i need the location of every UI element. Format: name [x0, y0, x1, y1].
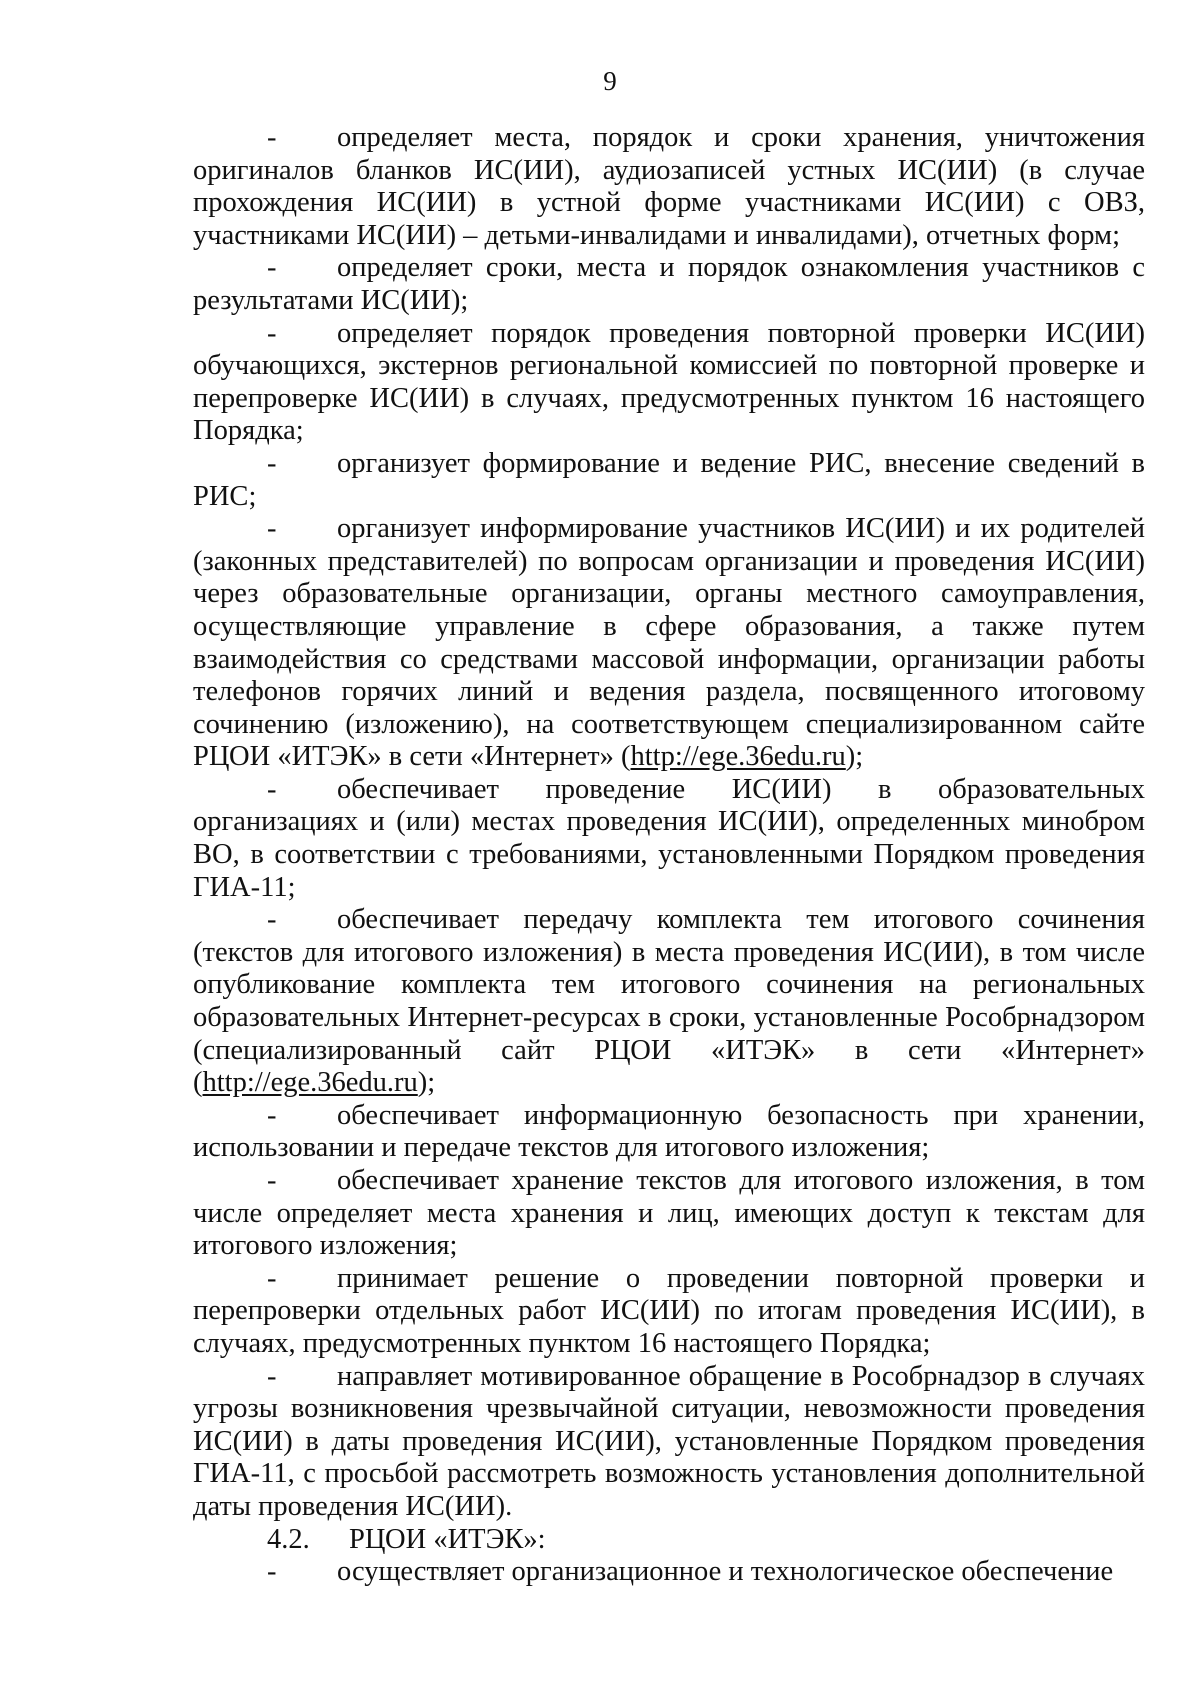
- dash-marker: -: [267, 317, 277, 349]
- list-item: [193, 904, 1145, 1100]
- item-text: определяет места, порядок и сроки хранения, уничтожения оригиналов бланков ИС(ИИ), аудиозаписей устных ИС(ИИ) (в случае прохождения ИС(ИИ) в устной форме участниками ИС(ИИ) с ОВЗ, участниками ИС(ИИ) – детьми-инвалидами и инвалидами), отчетных форм;: [193, 122, 1145, 251]
- item-text: обеспечивает информационную безопасность при хранении, использовании и передаче текстов для итогового изложения;: [193, 1099, 1145, 1164]
- website-link[interactable]: http://ege.36edu.ru: [630, 741, 846, 773]
- list-item: [193, 318, 1145, 448]
- dash-marker: -: [267, 122, 277, 153]
- dash-marker: -: [267, 1165, 277, 1196]
- list-item: [193, 252, 1145, 317]
- section-heading: [193, 1524, 1145, 1557]
- dash-marker: -: [267, 773, 277, 805]
- item-text: принимает решение о проведении повторной проверки и перепроверки отдельных работ ИС(ИИ) по итогам проведения ИС(ИИ), в случаях, предусмотренных пунктом 16 настоящего Порядка;: [193, 1262, 1145, 1359]
- list-item: [193, 122, 1145, 252]
- item-text: определяет порядок проведения повторной проверки ИС(ИИ) обучающихся, экстернов региональной комиссией по повторной проверке и перепроверке ИС(ИИ) в случаях, предусмотренных пунктом 16 настоящего Порядка;: [193, 317, 1145, 447]
- list-item: [193, 1361, 1145, 1524]
- item-text: организует формирование и ведение РИС, внесение сведений в РИС;: [193, 447, 1145, 512]
- list-item: [193, 513, 1145, 774]
- website-link[interactable]: http://ege.36edu.ru: [202, 1067, 418, 1099]
- page-number: 9: [603, 66, 617, 96]
- dash-marker: -: [267, 447, 277, 479]
- list-item: [193, 1556, 1145, 1589]
- list-item: [193, 448, 1145, 513]
- item-text: направляет мотивированное обращение в Рособрнадзор в случаях угрозы возникновения чрезвычайной ситуации, невозможности проведения ИС(ИИ) в даты проведения ИС(ИИ), установленные Порядком проведения ГИА-11, с просьбой рассмотреть возможность установления дополнительной даты проведения ИС(ИИ).: [193, 1360, 1145, 1522]
- dash-marker: -: [267, 252, 277, 284]
- item-text: определяет сроки, места и порядок ознакомления участников с результатами ИС(ИИ);: [193, 252, 1145, 316]
- dash-marker: -: [267, 904, 277, 936]
- list-item: [193, 1100, 1145, 1165]
- list-item: [193, 1263, 1145, 1361]
- dash-marker: -: [267, 1360, 277, 1392]
- list-item: [193, 1165, 1145, 1263]
- section-number: 4.2.: [267, 1523, 310, 1555]
- item-text: обеспечивает передачу комплекта тем итогового сочинения (текстов для итогового изложения) в места проведения ИС(ИИ), в том числе опубликование комплекта тем итогового сочинения на региональных образовательных Интернет-ресурсах в сроки, установленные Рособрнадзором (специализированный сайт РЦОИ «ИТЭК» в сети «Интернет» (: [193, 904, 1145, 1099]
- item-text-end: );: [417, 1067, 436, 1099]
- dash-marker: -: [267, 1556, 277, 1588]
- item-text: осуществляет организационное и технологическое обеспечение: [337, 1556, 1114, 1588]
- document-body: [193, 122, 1145, 1589]
- list-item: [193, 774, 1145, 904]
- section-title: РЦОИ «ИТЭК»:: [349, 1523, 546, 1555]
- item-text: обеспечивает хранение текстов для итогового изложения, в том числе определяет места хранения и лиц, имеющих доступ к текстам для итогового изложения;: [193, 1165, 1145, 1262]
- item-text: организует информирование участников ИС(ИИ) и их родителей (законных представителей) по вопросам организации и проведения ИС(ИИ) через образовательные организации, органы местного самоуправления, осуществляющие управление в сфере образования, а также путем взаимодействия со средствами массовой информации, организации работы телефонов горячих линий и ведения раздела, посвященного итоговому сочинению (изложению), на соответствующем специализированном сайте РЦОИ «ИТЭК» в сети «Интернет» (: [193, 513, 1145, 773]
- item-text: обеспечивает проведение ИС(ИИ) в образовательных организациях и (или) местах проведения ИС(ИИ), определенных минобром ВО, в соответствии с требованиями, установленными Порядком проведения ГИА-11;: [193, 773, 1145, 903]
- dash-marker: -: [267, 1262, 277, 1294]
- dash-marker: -: [267, 1099, 277, 1131]
- dash-marker: -: [267, 513, 277, 545]
- item-text-end: );: [845, 741, 864, 773]
